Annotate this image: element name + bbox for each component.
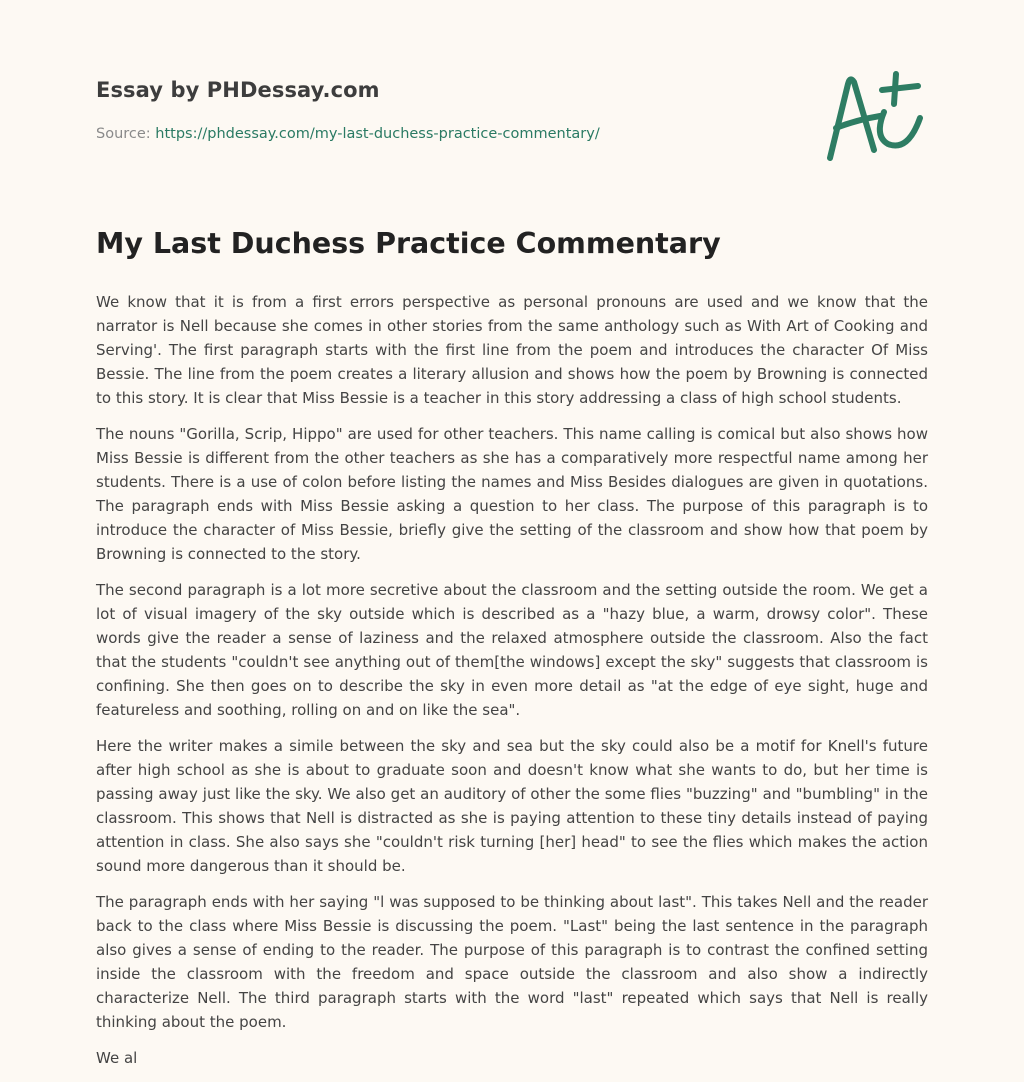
a-plus-grade-icon bbox=[822, 66, 930, 166]
essay-paragraph: We know that it is from a first errors perspective as personal pronouns are used and we know that the narrator is Nell because she comes in other stories from the same anthology such as With Art of Cooking and Serving'. The first paragraph starts with the first line from the poem and introduces the character Of Miss Bessie. The line from the poem creates a literary allusion and shows how the poem by Browning is connected to this story. It is clear that Miss Bessie is a teacher in this story addressing a class of high school students. bbox=[96, 293, 928, 407]
essay-title: My Last Duchess Practice Commentary bbox=[96, 227, 721, 260]
essay-paragraph: The second paragraph is a lot more secretive about the classroom and the setting outside the room. We get a lot of visual imagery of the sky outside which is described as a "hazy blue, a warm, drowsy color". These words give the reader a sense of laziness and the relaxed atmosphere outside the classroom. Also the fact that the students "couldn't see anything out of them[the windows] except the sky" suggests that classroom is confining. She then goes on to describe the sky in even more detail as "at the edge of eye sight, huge and featureless and soothing, rolling on and on like the sea". bbox=[96, 581, 928, 719]
essay-paragraph: The paragraph ends with her saying "l was supposed to be thinking about last". This takes Nell and the reader back to the class where Miss Bessie is discussing the poem. "Last" being the last sentence in the paragraph also gives a sense of ending to the reader. The purpose of this paragraph is to contrast the confined setting inside the classroom with the freedom and space outside the classroom and also show a indirectly characterize Nell. The third paragraph starts with the word "last" repeated which says that Nell is really thinking about the poem. bbox=[96, 893, 928, 1031]
essay-paragraph: The nouns "Gorilla, Scrip, Hippo" are used for other teachers. This name calling is comical but also shows how Miss Bessie is different from the other teachers as she has a comparatively more respectful name among her students. There is a use of colon before listing the names and Miss Besides dialogues are given in quotations. The paragraph ends with Miss Bessie asking a question to her class. The purpose of this paragraph is to introduce the character of Miss Bessie, briefly give the setting of the classroom and show how that poem by Browning is connected to the story. bbox=[96, 425, 928, 563]
source-link[interactable]: https://phdessay.com/my-last-duchess-practice-commentary/ bbox=[155, 126, 600, 142]
essay-header bbox=[96, 74, 796, 144]
essay-article bbox=[96, 224, 928, 1082]
essay-paragraph-truncated: We al bbox=[96, 1049, 138, 1067]
essay-paragraph: Here the writer makes a simile between the sky and sea but the sky could also be a motif for Knell's future after high school as she is about to graduate soon and doesn't know what she wants to do, but her time is passing away just like the sky. We also get an auditory of other the some flies "buzzing" and "bumbling" in the classroom. This shows that Nell is distracted as she is paying attention to these tiny details instead of paying attention in class. She also says she "couldn't risk turning [her] head" to see the flies which makes the action sound more dangerous than it should be. bbox=[96, 737, 928, 875]
source-label: Source: bbox=[96, 126, 156, 142]
brand-title: Essay by PHDessay.com bbox=[96, 78, 380, 102]
source-line bbox=[96, 124, 796, 144]
